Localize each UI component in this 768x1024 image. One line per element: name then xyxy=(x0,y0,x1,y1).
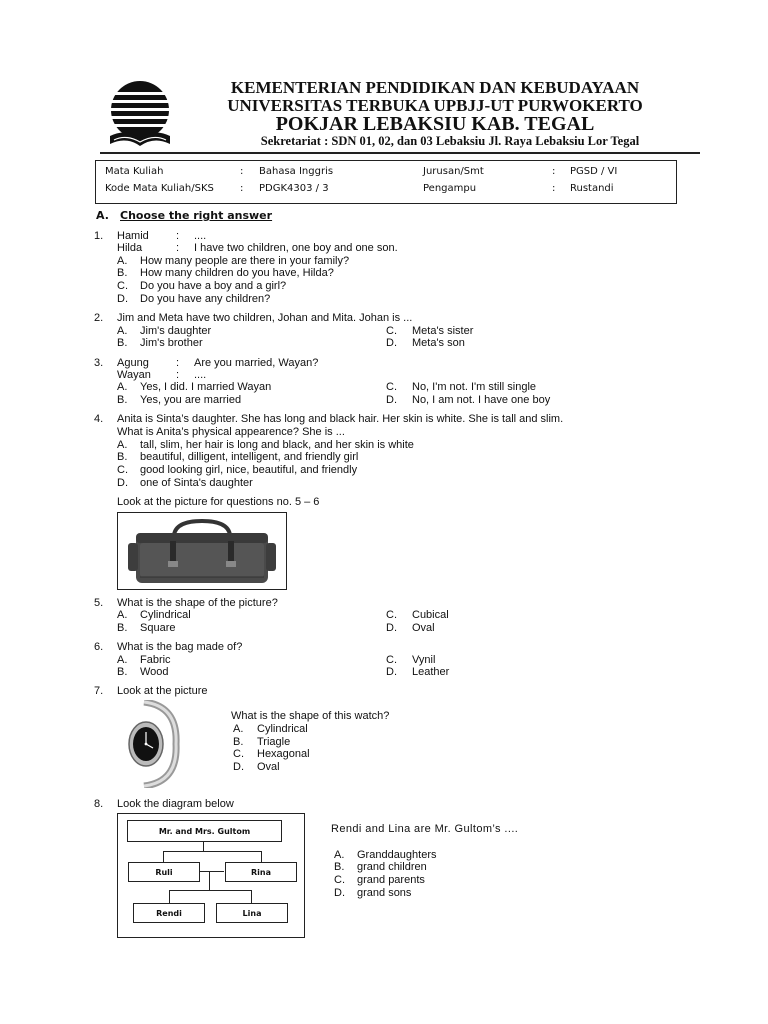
q3-option-d: No, I am not. I have one boy xyxy=(412,394,551,406)
diagram-child-rendi: Rendi xyxy=(133,903,205,923)
watch-picture xyxy=(122,700,184,788)
q4-opt-a-letter: A. xyxy=(117,439,128,451)
q6-option-b: Wood xyxy=(140,666,169,678)
q8-option-d: grand sons xyxy=(357,887,412,899)
q4-text-1: Anita is Sinta’s daughter. She has long and black hair. Her skin is white. She is tall and slim. xyxy=(117,413,564,425)
q4-option-d: one of Sinta's daughter xyxy=(140,477,253,489)
diagram-child-lina: Lina xyxy=(216,903,288,923)
q5-option-c: Cubical xyxy=(412,609,449,621)
q1-line1: .... xyxy=(194,230,207,242)
q4-option-c: good looking girl, nice, beautiful, and friendly xyxy=(140,464,358,476)
q4-text-2: What is Anita’s physical appearence? She is ... xyxy=(117,426,345,438)
q3-opt-c-letter: C. xyxy=(386,381,397,393)
q1-colon2: : xyxy=(176,242,180,254)
q3-opt-b-letter: B. xyxy=(117,394,128,406)
q1-speaker1: Hamid xyxy=(117,230,149,242)
q2-option-a: Jim's daughter xyxy=(140,325,212,337)
q6-opt-c-letter: C. xyxy=(386,654,397,666)
q1-opt-d-letter: D. xyxy=(117,293,128,305)
q7-option-a: Cylindrical xyxy=(257,723,308,735)
q2-option-d: Meta's son xyxy=(412,337,465,349)
q6-option-c: Vynil xyxy=(412,654,436,666)
code-sep: : xyxy=(240,183,244,194)
q8-text: Look the diagram below xyxy=(117,798,234,810)
q8-option-b: grand children xyxy=(357,861,427,873)
q8-option-a: Granddaughters xyxy=(357,849,437,861)
diagram-connector xyxy=(209,871,210,890)
diagram-connector xyxy=(251,890,252,903)
diagram-connector xyxy=(163,851,261,852)
q7-opt-b-letter: B. xyxy=(233,736,244,748)
q3-colon1: : xyxy=(176,357,180,369)
diagram-parent-rina: Rina xyxy=(225,862,297,882)
look-picture-5-6: Look at the picture for questions no. 5 – 6 xyxy=(117,496,320,508)
q8-opt-d-letter: D. xyxy=(334,887,345,899)
pokjar-title: POKJAR LEBAKSIU KAB. TEGAL xyxy=(275,113,595,135)
q4-opt-c-letter: C. xyxy=(117,464,128,476)
code-value: PDGK4303 / 3 xyxy=(259,183,329,194)
lecturer-value: Rustandi xyxy=(570,183,614,194)
q5-option-a: Cylindrical xyxy=(140,609,191,621)
q2-option-c: Meta's sister xyxy=(412,325,474,337)
q7-option-b: Triagle xyxy=(257,736,291,748)
q5-opt-c-letter: C. xyxy=(386,609,397,621)
q8-number: 8. xyxy=(94,798,104,810)
q7-text: Look at the picture xyxy=(117,685,208,697)
header-divider xyxy=(100,152,700,154)
q2-opt-b-letter: B. xyxy=(117,337,128,349)
university-title: UNIVERSITAS TERBUKA UPBJJ-UT PURWOKERTO xyxy=(227,96,643,115)
diagram-connector xyxy=(169,890,251,891)
q7-number: 7. xyxy=(94,685,104,697)
diagram-connector xyxy=(163,851,164,862)
q7-opt-d-letter: D. xyxy=(233,761,244,773)
q7-opt-c-letter: C. xyxy=(233,748,244,760)
q6-option-a: Fabric xyxy=(140,654,171,666)
q5-opt-a-letter: A. xyxy=(117,609,128,621)
q5-opt-b-letter: B. xyxy=(117,622,128,634)
q2-option-b: Jim's brother xyxy=(140,337,203,349)
q1-line2: I have two children, one boy and one son. xyxy=(194,242,398,254)
q5-option-b: Square xyxy=(140,622,176,634)
lecturer-sep: : xyxy=(552,183,556,194)
q1-option-d: Do you have any children? xyxy=(140,293,271,305)
q4-option-b: beautiful, dilligent, intelligent, and friendly girl xyxy=(140,451,359,463)
major-value: PGSD / VI xyxy=(570,166,618,177)
lecturer-label: Pengampu xyxy=(423,183,477,194)
q1-number: 1. xyxy=(94,230,104,242)
section-title: Choose the right answer xyxy=(120,209,273,222)
q2-opt-a-letter: A. xyxy=(117,325,128,337)
q3-speaker1: Agung xyxy=(117,357,149,369)
q7-question: What is the shape of this watch? xyxy=(231,710,390,722)
q5-text: What is the shape of the picture? xyxy=(117,597,278,609)
q1-opt-a-letter: A. xyxy=(117,255,128,267)
q4-opt-b-letter: B. xyxy=(117,451,128,463)
q7-opt-a-letter: A. xyxy=(233,723,244,735)
code-label: Kode Mata Kuliah/SKS xyxy=(105,183,214,194)
q8-opt-c-letter: C. xyxy=(334,874,345,886)
q6-opt-d-letter: D. xyxy=(386,666,397,678)
q3-number: 3. xyxy=(94,357,104,369)
q5-number: 5. xyxy=(94,597,104,609)
q4-number: 4. xyxy=(94,413,104,425)
q7-option-c: Hexagonal xyxy=(257,748,310,760)
q3-option-b: Yes, you are married xyxy=(140,394,242,406)
diagram-connector xyxy=(203,841,204,851)
diagram-connector xyxy=(261,851,262,862)
course-sep: : xyxy=(240,166,244,177)
diagram-connector xyxy=(169,890,170,903)
q6-text: What is the bag made of? xyxy=(117,641,243,653)
major-label: Jurusan/Smt xyxy=(423,166,484,177)
q3-opt-a-letter: A. xyxy=(117,381,128,393)
course-value: Bahasa Inggris xyxy=(259,166,334,177)
q1-option-a: How many people are there in your family? xyxy=(140,255,350,267)
q2-text: Jim and Meta have two children, Johan and Mita. Johan is ... xyxy=(117,312,413,324)
diagram-connector xyxy=(199,871,224,872)
q2-opt-c-letter: C. xyxy=(386,325,397,337)
q2-number: 2. xyxy=(94,312,104,324)
diagram-grandparents: Mr. and Mrs. Gultom xyxy=(127,820,282,842)
secretariat-address: Sekretariat : SDN 01, 02, dan 03 Lebaksiu Jl. Raya Lebaksiu Lor Tegal xyxy=(260,134,640,148)
q6-opt-a-letter: A. xyxy=(117,654,128,666)
diagram-parent-ruli: Ruli xyxy=(128,862,200,882)
q1-speaker2: Hilda xyxy=(117,242,143,254)
bag-picture xyxy=(117,512,287,590)
q3-colon2: : xyxy=(176,369,180,381)
q8-opt-a-letter: A. xyxy=(334,849,345,861)
q8-option-c: grand parents xyxy=(357,874,425,886)
q3-option-c: No, I'm not. I'm still single xyxy=(412,381,537,393)
course-label: Mata Kuliah xyxy=(105,166,164,177)
q5-opt-d-letter: D. xyxy=(386,622,397,634)
q7-option-d: Oval xyxy=(257,761,280,773)
q4-opt-d-letter: D. xyxy=(117,477,128,489)
q3-option-a: Yes, I did. I married Wayan xyxy=(140,381,272,393)
major-sep: : xyxy=(552,166,556,177)
q1-option-b: How many children do you have, Hilda? xyxy=(140,267,334,279)
q8-opt-b-letter: B. xyxy=(334,861,345,873)
q6-opt-b-letter: B. xyxy=(117,666,128,678)
q5-option-d: Oval xyxy=(412,622,435,634)
q3-opt-d-letter: D. xyxy=(386,394,397,406)
q3-line2: .... xyxy=(194,369,207,381)
q1-colon1: : xyxy=(176,230,180,242)
q4-option-a: tall, slim, her hair is long and black, and her skin is white xyxy=(140,439,414,451)
q8-question: Rendi and Lina are Mr. Gultom’s .... xyxy=(331,823,519,835)
section-letter: A. xyxy=(96,209,109,222)
ministry-title: KEMENTERIAN PENDIDIKAN DAN KEBUDAYAAN xyxy=(230,78,640,97)
q1-opt-c-letter: C. xyxy=(117,280,128,292)
q6-option-d: Leather xyxy=(412,666,450,678)
q3-line1: Are you married, Wayan? xyxy=(194,357,319,369)
q1-opt-b-letter: B. xyxy=(117,267,128,279)
q1-option-c: Do you have a boy and a girl? xyxy=(140,280,287,292)
q3-speaker2: Wayan xyxy=(117,369,151,381)
q6-number: 6. xyxy=(94,641,104,653)
q2-opt-d-letter: D. xyxy=(386,337,397,349)
